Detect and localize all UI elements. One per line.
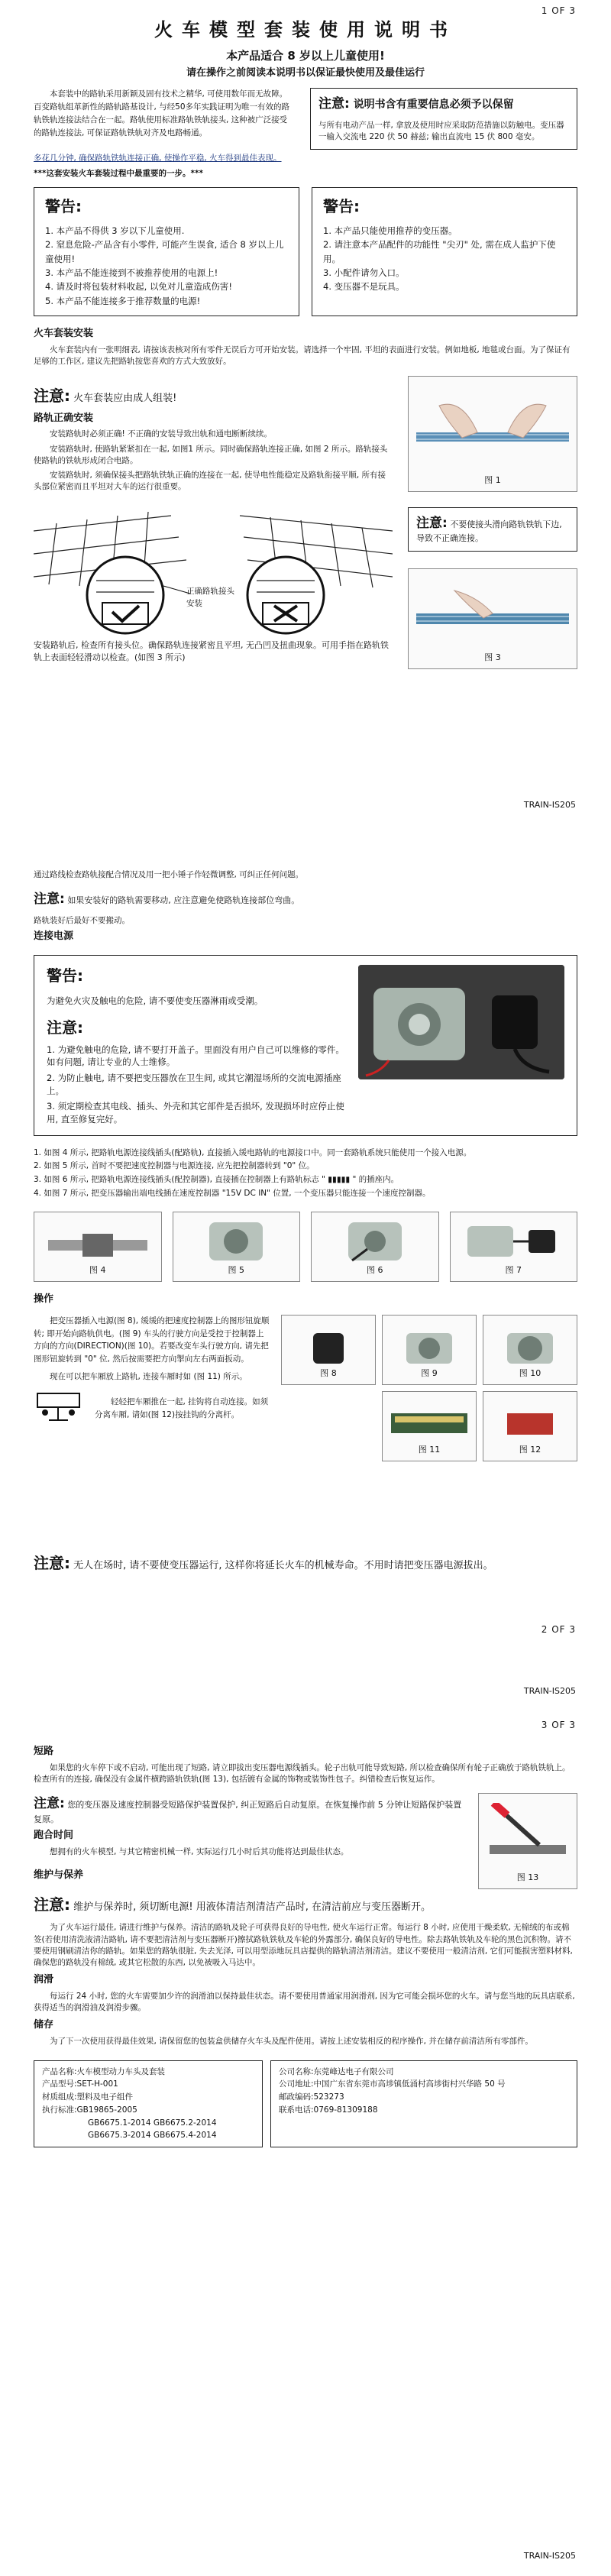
hands-track-illustration xyxy=(409,390,577,474)
document-code: TRAIN-IS205 xyxy=(523,2551,576,2561)
document-code: TRAIN-IS205 xyxy=(523,800,576,811)
figure-10: 图 10 xyxy=(483,1315,577,1385)
step-item: 3. 如图 6 所示, 把路轨电源连接线插头(配控制器), 直接插在控制器上有路轨标志 " ▮▮▮▮▮ " 的插座内。 xyxy=(34,1175,399,1185)
rail-text-column xyxy=(34,376,393,670)
run-heading: 跑合时间 xyxy=(34,1829,74,1841)
rail-joint-diagram xyxy=(34,500,393,635)
step-item: 4. 如图 7 所示, 把变压器输出端电线插在速度控制器 "15V DC IN" 位置, 一个变压器只能连接一个速度控制器。 xyxy=(34,1189,431,1199)
figure-3 xyxy=(408,568,577,669)
page-number: 2 OF 3 xyxy=(541,1624,576,1635)
maintenance-paragraph: 为了火车运行最佳, 请进行维护与保养。清洁的路轨及轮子可获得良好的导电性, 使火车运行正常。每运行 8 小时, 应使用干燥柔软, 无棉绒的布或棉签(若使用清洗液清洁路轨, 请不要把清洁剂与变压器断开)擦拭路轨铁轨及车轮的外露部分, 确保良好的导电性。除去路轨铁轨及车轮的黑色沉积物。请不要使用钢刷清洁你的路轨。如果您的路轨很脏, 失去光泽, 可以用型添地玩具店提供的路轨清洁剂清洁。建议不要使用一般清洁剂, 它们可能损害塑料材料, 确保您的路轨没有棉绒, 或其它松散的东西, 以免被吸入马达中。 xyxy=(34,1923,573,1967)
warning-title: 警告: xyxy=(47,966,83,985)
notice-body: 与所有电动产品一样, 拿放及使用时应采取防范措施以防触电。变压器一输入交流电 220 伏 50 赫兹; 输出直流电 15 伏 800 毫安。 xyxy=(318,121,564,142)
attention-item: 2. 为防止触电, 请不要把变压器放在卫生间, 或其它潮湿场所的交流电源插座上。 xyxy=(47,1072,341,1096)
run-paragraph: 想拥有的火车模型, 与其它精密机械一样, 实际运行几小时后其功能将达到最佳状态。 xyxy=(50,1846,349,1856)
warning-box-left xyxy=(34,187,299,316)
adapter-connection-illustration xyxy=(464,1218,563,1264)
red-car-illustration xyxy=(499,1406,561,1444)
figure-4: 图 4 xyxy=(34,1212,162,1282)
operation-text: 把变压器插入电源(图 8), 缓缓的把速度控制器上的图形钮旋顺转; 即开始向路轨供电。(图 9) 车头的行驶方向是受控于控制器上方向的方向(DIRECTION)(图 10)。若要改变车头行驶方向, 请先把图形钮旋转到 "0" 位, 然后按需要把方向掣向左右两面扳动。 现在可以把车厢放上路轨, 连接车厢时如 (图 11) 所示。 轻轻把车厢推在一起, 挂钩将自动连接。如须分离车厢, 请如(图 12)按挂钩的分离杆。 xyxy=(34,1315,270,1538)
warning-item: 2. 窒息危险-产品含有小零件, 可能产生误食, 适合 8 岁以上儿童使用! xyxy=(45,239,284,264)
figure-13: 图 13 xyxy=(478,1793,577,1889)
rail-paragraph: 安装路轨时必须正确! 不正确的安装导致出轨和通电断断续续。 xyxy=(50,429,273,439)
direction-switch-illustration xyxy=(499,1329,561,1367)
warning-item: 5. 本产品不能连接多于推荐数量的电源! xyxy=(45,295,201,306)
figure-6: 图 6 xyxy=(311,1212,439,1282)
warning-text: 为避免火灾及触电的危险, 请不要使变压器淋雨或受潮。 xyxy=(47,995,263,1006)
transformer-photo xyxy=(358,965,564,1079)
short-note: 注意: 您的变压器及速度控制器受短路保护装置保护, 纠正短路后自动复原。在恢复操作前 5 分钟让短路保护装置复原。 xyxy=(34,1796,462,1824)
rail-paragraph: 安装路轨时, 使路轨紧紧扣在一起, 如图1 所示。同时确保路轨连接正确, 如图 2 所示。路轨接头使路轨的铁轨形成闭合电路。 xyxy=(34,444,388,465)
attention-item: 3. 须定期检查其电线、插头、外壳和其它部件是否损坏, 发现损坏时应停止使用, 直至修复完好。 xyxy=(47,1101,344,1125)
side-note-box: 注意: 不要使接头滑向路轨铁轨下边, 导致不正确连接。 xyxy=(408,507,577,552)
maintenance-heading: 维护与保养 xyxy=(34,1869,84,1881)
document-title: 火车模型套装使用说明书 xyxy=(154,19,457,40)
warning-item: 4. 请及时将包装材料收起, 以免对儿童造成伤害! xyxy=(45,281,233,293)
figure-1 xyxy=(408,376,577,492)
intro-row xyxy=(34,88,577,150)
attention-title: 注意: xyxy=(47,1018,83,1037)
install-paragraph: 火车套装内有一张明细表, 请按该表核对所有零件无误后方可开始安装。请选择一个牢固, 平坦的表面进行安装。例如地板, 地毯或台面。为了保证有足够的工作区, 建议先把路轨按您喜欢的方式大致放好。 xyxy=(34,345,571,367)
track-plug-illustration xyxy=(44,1226,151,1264)
page-2 xyxy=(0,825,611,1711)
rail-paragraph: 安装路轨时, 须确保接头把路轨铁轨正确的连接在一起, 使导电性能稳定及路轨衔接平顺, 所有接头部位紧密而且平坦对大车的运行很重要。 xyxy=(34,471,386,492)
operation-row xyxy=(34,1315,577,1538)
final-note: 注意: 无人在场时, 请不要使变压器运行, 这样你将延长火车的机械寿命。不用时请把变压器电源拔出。 xyxy=(34,1553,493,1572)
warning-title: 警告: xyxy=(45,196,82,215)
rail-check-paragraph: 安装路轨后, 检查所有接头位。确保路轨连接紧密且平坦, 无凸凹及扭曲现象。可用手指在路轨铁轨上表面轻轻滑动以检查。(如图 3 所示) xyxy=(34,640,389,663)
no-move-note: 路轨装好后最好不要搬动。 xyxy=(34,915,130,925)
short-heading: 短路 xyxy=(34,1746,54,1757)
warning-item: 4. 变压器不是玩具。 xyxy=(323,281,405,293)
product-info xyxy=(34,2060,577,2148)
page-number: 3 OF 3 xyxy=(541,1720,576,1730)
figure-9: 图 9 xyxy=(382,1315,477,1385)
figure-12: 图 12 xyxy=(483,1391,577,1461)
operation-figures xyxy=(281,1315,577,1538)
lube-heading: 润滑 xyxy=(34,1974,54,1986)
warning-item: 2. 请注意本产品配件的功能性 "尖刃" 处, 需在成人监护下使用。 xyxy=(323,239,556,264)
lube-paragraph: 每运行 24 小时, 您的火车需要加少许的润滑油以保持最佳状态。请不要使用普通家用润滑剂, 因为它可能会损坏您的火车。请与您当地的玩具店联系, 获得适当的润滑油及润滑步骤。 xyxy=(34,1992,575,2013)
transformer-controller-illustration xyxy=(358,965,564,1079)
power-heading: 连接电源 xyxy=(34,930,74,943)
adult-note: 注意: 火车套装应由成人组装! xyxy=(34,386,177,405)
controller-knob-illustration xyxy=(205,1218,267,1264)
install-heading: 火车套装安装 xyxy=(34,328,94,340)
rail-heading: 路轨正确安装 xyxy=(34,412,94,424)
attention-item: 1. 为避免触电的危险, 请不要打开盖子。里面没有用户自己可以维修的零件。如有问题, 请让专业的人士维修。 xyxy=(47,1044,344,1068)
power-steps xyxy=(34,1147,577,1201)
intro-paragraph: 本套装中的路轨采用新颖及固有技术之精华, 可使用数年而无故障。百变路轨组革新性的路轨路基设计, 与经50多年实践证明为唯一有效的路轨铁轨连接法结合在一起。路轨使用标准路轨铁轨接头, 这种被广泛接受的路轨连接法, 可保证路轨铁轨对齐及电路畅通。 xyxy=(34,89,290,138)
figure-3-caption: 图 3 xyxy=(484,652,501,663)
page-3 xyxy=(0,1711,611,2576)
screwdriver-track-illustration xyxy=(486,1803,570,1872)
company-info-box: 公司名称: 东莞峰达电子有限公司 公司地址: 中国广东省东莞市高埗镇低涌村高埗街村兴华路 50 号 邮政编码: 523273 联系电话: 0769-81309188 xyxy=(270,2060,577,2148)
product-info-box: 产品名称: 火车模型动力车头及套装 产品型号: SET-H-001 材质组成: 塑料及电子组件 执行标准: GB19865-2005 GB6675.1-2014 GB6675.2-2014 GB6675.3-2014 GB6675.4-2014 xyxy=(34,2060,263,2148)
train-car-illustration xyxy=(383,1406,475,1444)
maintenance-note: 注意: 维护与保养时, 须切断电源! 用液体清洁剂清洁产品时, 在清洁前应与变压器断开。 xyxy=(34,1895,432,1914)
warning-title: 警告: xyxy=(323,196,360,215)
knob-turn-illustration xyxy=(399,1329,460,1367)
power-warning-box xyxy=(34,955,577,1136)
notice-box xyxy=(310,88,577,150)
check-paragraph: 通过路线检查路轨接配合情况及用一把小锤子作轻微调整, 可纠正任何问题。 xyxy=(34,870,304,879)
finger-check-illustration xyxy=(409,583,577,652)
intro-note: 多花几分钟, 确保路轨铁轨连接正确, 使操作平稳, 火车得到最佳表现。 xyxy=(34,154,282,163)
controller-socket-illustration xyxy=(344,1218,406,1264)
short-paragraph: 如果您的火车停下或不启动, 可能出现了短路, 请立即拔出变压器电源线插头。轮子出轨可能导致短路, 所以检查确保所有轮子正确放于路轨铁轨上。检查所有的连接, 确保没有金属件横跨路轨铁轨(图 13), 包括镀有金属的饰物或装饰性包子。纠错检查后恢复运作。 xyxy=(34,1762,571,1785)
figure-2 xyxy=(34,500,393,635)
warning-item: 1. 本产品不得供 3 岁以下儿童使用. xyxy=(45,225,185,236)
page-number: 1 OF 3 xyxy=(541,5,576,16)
figure-8: 图 8 xyxy=(281,1315,376,1385)
step-item: 1. 如图 4 所示, 把路轨电源连接线插头(配路轨), 直接插入缓电路轨的电源接口中。同一套路轨系统只能使用一个接入电源。 xyxy=(34,1147,472,1157)
important-note: ***这套安装火车套装过程中最重要的一步。*** xyxy=(34,168,203,178)
warning-item: 3. 本产品不能连接到不被推荐使用的电源上! xyxy=(45,267,218,279)
notice-title: 注意: 说明书含有重要信息必须予以保留 xyxy=(318,96,514,112)
figure-1-caption: 图 1 xyxy=(484,474,501,485)
rail-figure-column xyxy=(408,376,577,670)
document-code: TRAIN-IS205 xyxy=(523,1686,576,1697)
warning-item: 1. 本产品只能使用推荐的变压器。 xyxy=(323,225,457,236)
storage-heading: 储存 xyxy=(34,2019,54,2031)
warning-item: 3. 小配件请勿入口。 xyxy=(323,267,405,279)
operation-heading: 操作 xyxy=(34,1293,54,1305)
wall-plug-illustration xyxy=(298,1329,359,1367)
move-note: 注意: 如果安装好的路轨需要移动, 应注意避免使路轨连接部位弯曲。 xyxy=(34,892,300,908)
figure-2-caption: 正确路轨接头安装 xyxy=(186,587,234,609)
figure-11: 图 11 xyxy=(382,1391,477,1461)
age-subtitle: 本产品适合 8 岁以上儿童使用! xyxy=(226,48,385,63)
storage-paragraph: 为了下一次使用获得最佳效果, 请保留您的包装盒供储存火车头及配件使用。请按上述安装相反的程序操作, 并在储存前清洁所有零部件。 xyxy=(50,2037,533,2047)
figure-7: 图 7 xyxy=(450,1212,578,1282)
figure-strip-top xyxy=(34,1212,577,1282)
rail-row xyxy=(34,376,577,670)
read-subtitle: 请在操作之前阅读本说明书以保证最快使用及最佳运行 xyxy=(186,66,425,79)
step-item: 2. 如图 5 所示, 首时不要把速度控制器与电源连接, 应先把控制器转到 "0" 位。 xyxy=(34,1161,315,1171)
warning-row xyxy=(34,187,577,316)
warning-box-right xyxy=(312,187,577,316)
coupler-diagram-icon xyxy=(34,1390,87,1428)
page-1 xyxy=(0,0,611,825)
figure-5: 图 5 xyxy=(173,1212,301,1282)
